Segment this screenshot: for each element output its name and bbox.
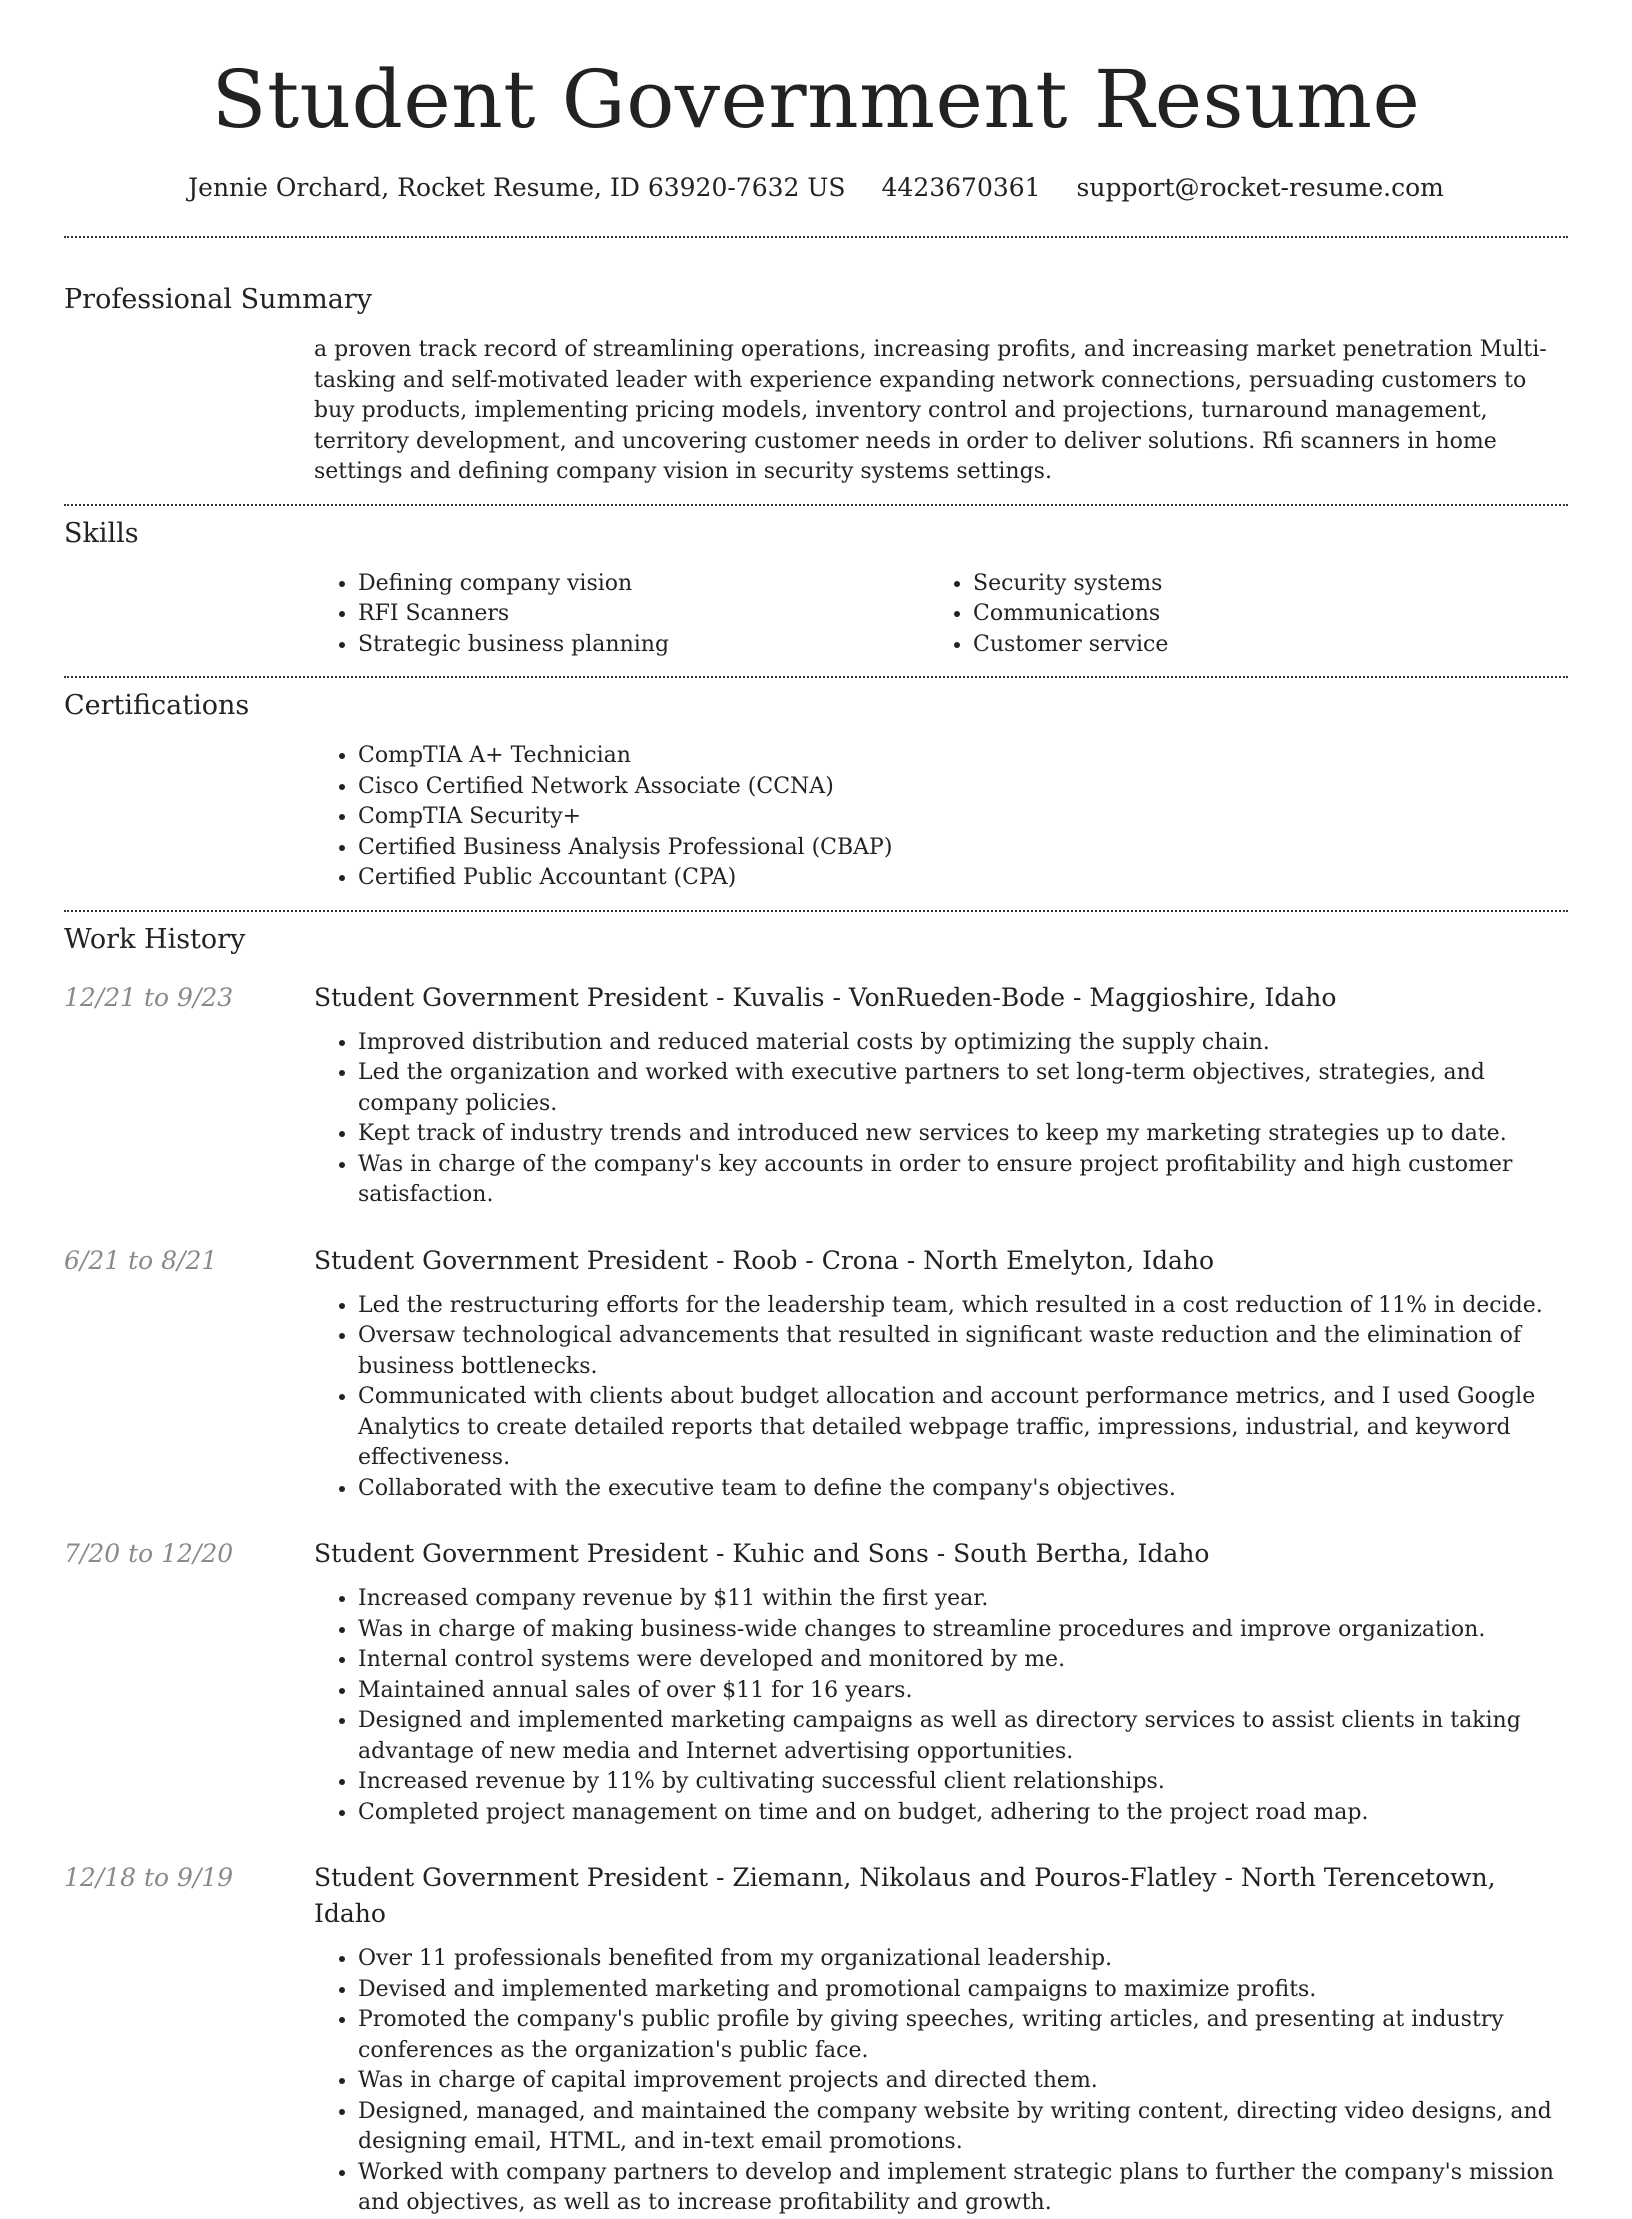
job-bullet: • Designed, managed, and maintained the company website by writing content, directing video designs, and designing email, HTML, and in-text email promotions.: [358, 2097, 1568, 2158]
job-title: Student Government President - Roob - Crona - North Emelyton, Idaho: [314, 1245, 1215, 1275]
job-title: Student Government President - Ziemann, Nikolaus and Pouros-Flatley - North Terencetown, Idaho: [314, 1863, 1496, 1928]
job-bullets: [314, 1584, 1568, 1828]
job-bullet: • Promoted the company's public profile by giving speeches, writing articles, and presenting at industry conferences as the organization's public face.: [358, 2005, 1568, 2066]
job-dates: 12/18 to 9/19: [64, 1863, 234, 1892]
job-bullet: • Increased revenue by 11% by cultivating successful client relationships.: [358, 1767, 1568, 1798]
skills-list-left: [314, 569, 929, 661]
skills-heading: Skills: [64, 517, 139, 549]
skill-item: • RFI Scanners: [358, 599, 929, 630]
certifications-heading: Certifications: [64, 690, 250, 721]
job-dates: 12/21 to 9/23: [64, 982, 234, 1012]
job-bullet: • Increased company revenue by $11 within the first year.: [358, 1584, 1568, 1615]
skill-item: • Security systems: [973, 569, 1544, 600]
job-bullet: • Kept track of industry trends and introduced new services to keep my marketing strategies up to date.: [358, 1119, 1568, 1150]
certification-item: • CompTIA A+ Technician: [358, 741, 1568, 772]
job-bullet: • Collaborated with the executive team to define the company's objectives.: [358, 1474, 1568, 1505]
skill-item: • Customer service: [973, 630, 1544, 661]
skill-item: • Defining company vision: [358, 569, 929, 600]
job-bullet: • Worked with company partners to develop and implement strategic plans to further the company's mission and objectives, as well as to increase profitability and growth.: [358, 2158, 1568, 2219]
certification-item: • Cisco Certified Network Associate (CCNA): [358, 772, 1568, 803]
contact-address: Jennie Orchard, Rocket Resume, ID 63920-7632 US: [188, 173, 846, 202]
certifications-section: [64, 678, 1568, 894]
skill-item: • Communications: [973, 599, 1544, 630]
job-bullet: • Maintained annual sales of over $11 for 16 years.: [358, 1676, 1568, 1707]
contact-line: [64, 170, 1568, 206]
job-bullets: [314, 1944, 1568, 2219]
summary-section: [64, 238, 1568, 488]
certification-item: • CompTIA Security+: [358, 802, 1568, 833]
skills-list-right: [929, 569, 1544, 661]
work-section: [64, 912, 1568, 2219]
job-title: Student Government President - Kuhic and Sons - South Bertha, Idaho: [314, 1539, 1210, 1568]
skill-item: • Strategic business planning: [358, 630, 929, 661]
summary-text: a proven track record of streamlining operations, increasing profits, and increasing market penetration Multi-tasking and self-motivated leader with experience expanding network connections, persuading customers to buy products, implementing pricing models, inventory control and projections, turnaround management, territory development, and uncovering customer needs in order to deliver solutions. Rfi scanners in home settings and defining company vision in security systems settings.: [314, 337, 1547, 484]
job-bullet: • Led the restructuring efforts for the leadership team, which resulted in a cost reduction of 11% in decide.: [358, 1291, 1568, 1322]
resume-title: Student Government Resume: [211, 53, 1421, 146]
summary-heading: Professional Summary: [64, 284, 372, 315]
contact-email: support@rocket-resume.com: [1076, 173, 1444, 202]
job-bullet: • Oversaw technological advancements that resulted in significant waste reduction and the elimination of business bottlenecks.: [358, 1321, 1568, 1382]
job-title: Student Government President - Kuvalis - VonRueden-Bode - Maggioshire, Idaho: [314, 982, 1337, 1012]
certification-item: • Certified Public Accountant (CPA): [358, 863, 1568, 894]
job-entry: [64, 1243, 1568, 1505]
job-bullet: • Communicated with clients about budget allocation and account performance metrics, and I used Google Analytics to create detailed reports that detailed webpage traffic, impressions, industrial, and keyword effectiveness.: [358, 1382, 1568, 1474]
job-entry: [64, 980, 1568, 1211]
certification-item: • Certified Business Analysis Professional (CBAP): [358, 833, 1568, 864]
job-bullets: [314, 1028, 1568, 1211]
job-bullet: • Was in charge of the company's key accounts in order to ensure project profitability and high customer satisfaction.: [358, 1150, 1568, 1211]
job-dates: 7/20 to 12/20: [64, 1539, 234, 1568]
job-bullet: • Was in charge of making business-wide changes to streamline procedures and improve organization.: [358, 1615, 1568, 1646]
job-entry: [64, 1536, 1568, 1828]
skills-section: [64, 506, 1568, 661]
job-bullets: [314, 1291, 1568, 1505]
job-bullet: • Led the organization and worked with executive partners to set long-term objectives, strategies, and company policies.: [358, 1058, 1568, 1119]
contact-phone: 4423670361: [881, 173, 1041, 202]
job-bullet: • Internal control systems were developed and monitored by me.: [358, 1645, 1568, 1676]
job-bullet: • Devised and implemented marketing and promotional campaigns to maximize profits.: [358, 1975, 1568, 2006]
certifications-list: [314, 741, 1568, 894]
work-heading: Work History: [64, 923, 246, 955]
job-bullet: • Completed project management on time and on budget, adhering to the project road map.: [358, 1798, 1568, 1829]
job-entry: [64, 1860, 1568, 2219]
job-bullet: • Over 11 professionals benefited from my organizational leadership.: [358, 1944, 1568, 1975]
job-bullet: • Improved distribution and reduced material costs by optimizing the supply chain.: [358, 1028, 1568, 1059]
job-dates: 6/21 to 8/21: [64, 1245, 218, 1275]
job-bullet: • Designed and implemented marketing campaigns as well as directory services to assist clients in taking advantage of new media and Internet advertising opportunities.: [358, 1706, 1568, 1767]
job-bullet: • Was in charge of capital improvement projects and directed them.: [358, 2066, 1568, 2097]
